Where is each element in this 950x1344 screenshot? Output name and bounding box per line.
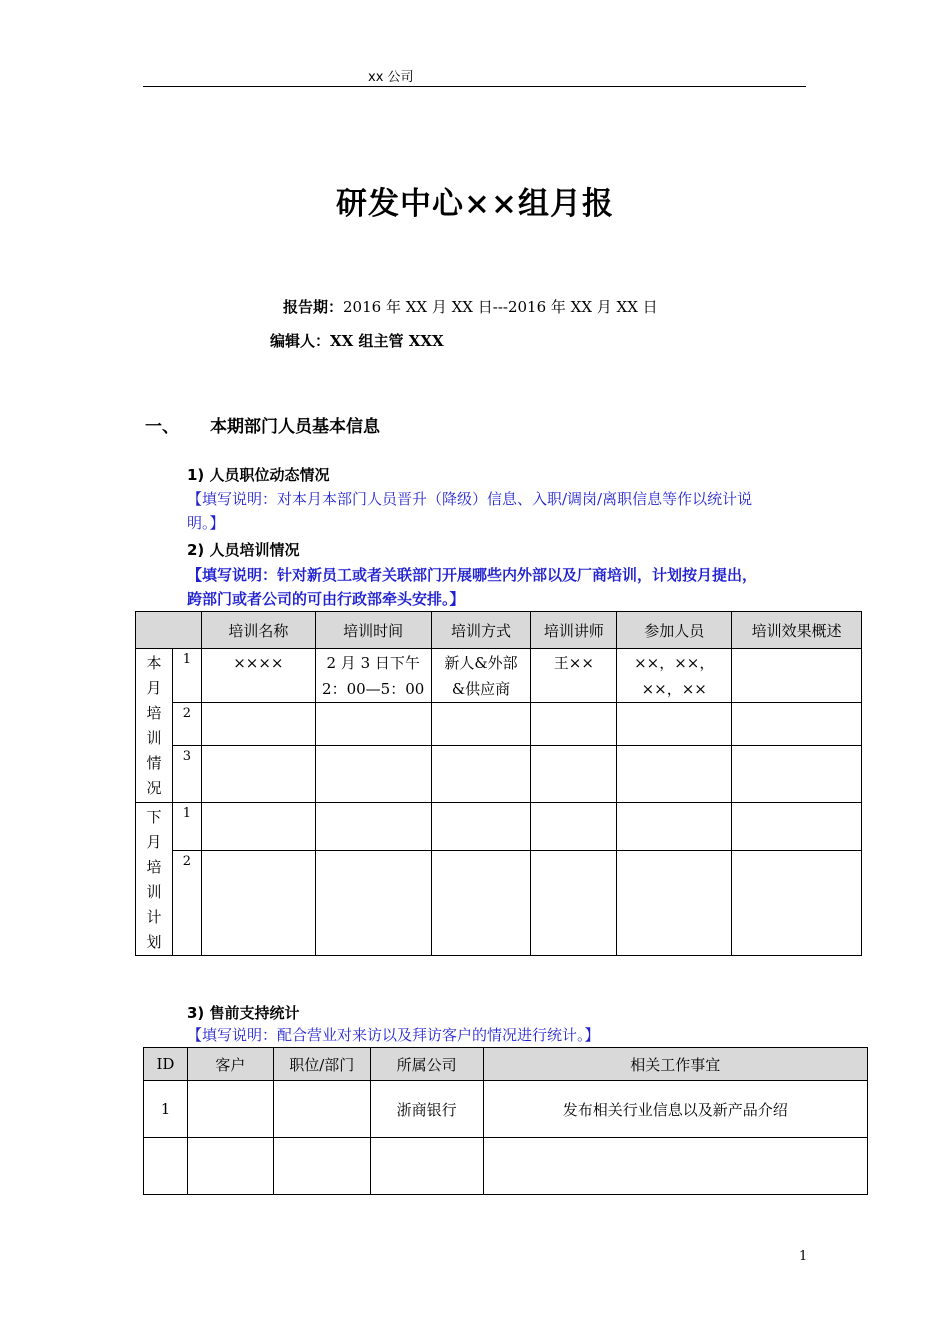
empty-cell — [483, 1138, 867, 1195]
table-row — [136, 649, 862, 703]
presales-table — [143, 1047, 868, 1195]
note-line: 【填写说明：对本月本部门人员晋升（降级）信息、入职/调岗/离职信息等作以统计说 — [187, 490, 753, 508]
editor-label: 编辑人： — [270, 332, 331, 350]
table-row — [136, 703, 862, 746]
table-row — [144, 1138, 868, 1195]
row-number: 2 — [172, 703, 201, 746]
table-header-row — [136, 612, 862, 649]
empty-cell — [201, 746, 315, 803]
empty-cell — [315, 851, 431, 956]
column-header: 培训时间 — [315, 612, 431, 649]
header-company: xx 公司 — [368, 70, 414, 85]
table-row — [144, 1081, 868, 1138]
editor — [270, 330, 444, 351]
row-number: 3 — [172, 746, 201, 803]
empty-cell — [201, 703, 315, 746]
training-name-cell: ×××× — [201, 649, 315, 703]
column-header: 培训方式 — [431, 612, 531, 649]
empty-cell — [201, 803, 315, 851]
training-effect-cell — [732, 649, 862, 703]
note-line: 【填写说明：针对新员工或者关联部门开展哪些内外部以及厂商培训，计划按月提出， — [187, 566, 758, 584]
empty-cell — [732, 703, 862, 746]
participants-cell: ××，××， ××，×× — [617, 649, 732, 703]
training-table — [135, 611, 862, 956]
id-cell: 1 — [144, 1081, 188, 1138]
column-header: 所属公司 — [370, 1048, 483, 1081]
row-number: 1 — [172, 649, 201, 703]
header-corner-cell — [136, 612, 202, 649]
subsection-2-title: 2) 人员培训情况 — [187, 541, 300, 559]
training-time-cell: 2 月 3 日下午 2：00—5：00 — [315, 649, 431, 703]
group-label-next-month: 下 月 培 训 计 划 — [136, 803, 173, 956]
section-title: 本期部门人员基本信息 — [210, 417, 380, 437]
note-line: 跨部门或者公司的可由行政部牵头安排。】 — [187, 590, 465, 608]
report-period-label: 报告期： — [283, 298, 344, 316]
empty-cell — [273, 1138, 370, 1195]
column-header: 培训效果概述 — [732, 612, 862, 649]
row-number: 2 — [172, 851, 201, 956]
empty-cell — [315, 803, 431, 851]
empty-cell — [732, 746, 862, 803]
empty-cell — [617, 746, 732, 803]
row-number: 1 — [172, 803, 201, 851]
subsection-1-title: 1) 人员职位动态情况 — [187, 466, 330, 484]
company-cell: 浙商银行 — [370, 1081, 483, 1138]
editor-value: XX 组主管 XXX — [330, 332, 444, 350]
header-rule — [143, 86, 806, 87]
empty-cell — [315, 746, 431, 803]
subsection-3-note: 【填写说明：配合营业对来访以及拜访客户的情况进行统计。】 — [187, 1026, 600, 1044]
column-header: 相关工作事宜 — [483, 1048, 867, 1081]
empty-cell — [531, 851, 617, 956]
column-header: 客户 — [187, 1048, 273, 1081]
empty-cell — [531, 803, 617, 851]
section-number: 一、 — [145, 417, 179, 437]
matter-cell: 发布相关行业信息以及新产品介绍 — [483, 1081, 867, 1138]
training-method-cell: 新人&外部 &供应商 — [431, 649, 531, 703]
table-header-row — [144, 1048, 868, 1081]
subsection-1-note — [187, 487, 752, 535]
table-row — [136, 803, 862, 851]
section-heading — [145, 412, 380, 437]
empty-cell — [431, 851, 531, 956]
table-row — [136, 746, 862, 803]
report-period-value: 2016 年 XX 月 XX 日---2016 年 XX 月 XX 日 — [343, 298, 658, 316]
empty-cell — [732, 851, 862, 956]
empty-cell — [431, 803, 531, 851]
empty-cell — [531, 746, 617, 803]
empty-cell — [144, 1138, 188, 1195]
column-header: 培训讲师 — [531, 612, 617, 649]
column-header: ID — [144, 1048, 188, 1081]
client-cell — [187, 1081, 273, 1138]
training-lecturer-cell: 王×× — [531, 649, 617, 703]
subsection-2-note — [187, 563, 757, 611]
page-number: 1 — [799, 1249, 808, 1264]
empty-cell — [617, 851, 732, 956]
empty-cell — [732, 803, 862, 851]
position-cell — [273, 1081, 370, 1138]
document-title: 研发中心××组月报 — [336, 186, 614, 222]
empty-cell — [201, 851, 315, 956]
empty-cell — [431, 703, 531, 746]
note-line: 明。】 — [187, 514, 225, 532]
column-header: 职位/部门 — [273, 1048, 370, 1081]
empty-cell — [315, 703, 431, 746]
column-header: 参加人员 — [617, 612, 732, 649]
empty-cell — [370, 1138, 483, 1195]
empty-cell — [617, 703, 732, 746]
column-header: 培训名称 — [201, 612, 315, 649]
empty-cell — [531, 703, 617, 746]
table-row — [136, 851, 862, 956]
group-label-this-month: 本 月 培 训 情 况 — [136, 649, 173, 803]
report-period — [283, 296, 658, 317]
empty-cell — [617, 803, 732, 851]
subsection-3-title: 3) 售前支持统计 — [187, 1004, 300, 1022]
empty-cell — [431, 746, 531, 803]
empty-cell — [187, 1138, 273, 1195]
